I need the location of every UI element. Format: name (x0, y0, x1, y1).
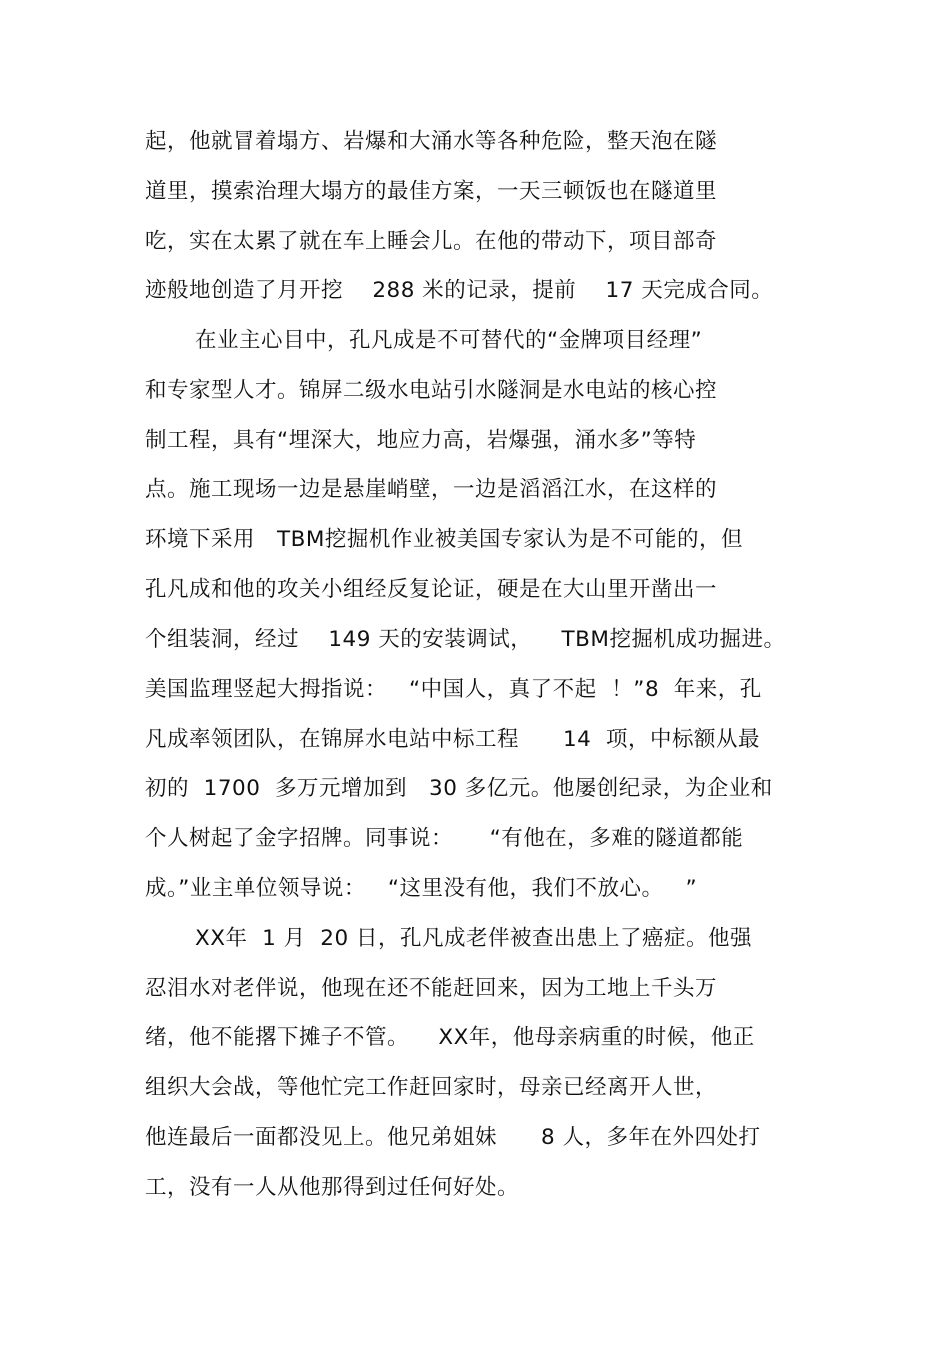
paragraph-first-line: XX年 1 月 20 日，孔凡成老伴被查出患上了癌症。他强 (195, 926, 753, 951)
text-line: 个人树起了金字招牌。同事说： “有他在，多难的隧道都能 (145, 826, 744, 851)
text-line: 和专家型人才。锦屏二级水电站引水隧洞是水电站的核心控 (145, 378, 718, 403)
text-line: 忍泪水对老伴说，他现在还不能赶回来，因为工地上千头万 (145, 976, 718, 1001)
text-line: 成。”业主单位领导说： “这里没有他，我们不放心。 ” (145, 876, 698, 901)
paragraph-first-line: 在业主心目中，孔凡成是不可替代的“金牌项目经理” (195, 328, 703, 353)
text-line: 美国监理竖起大拇指说： “中国人，真了不起 ！”8 年来，孔 (145, 677, 762, 702)
text-line: 绪，他不能撂下摊子不管。 XX年，他母亲病重的时候，他正 (145, 1025, 755, 1050)
text-line: 迹般地创造了月开挖 288 米的记录，提前 17 天完成合同。 (145, 278, 774, 303)
text-line: 他连最后一面都没见上。他兄弟姐妹 8 人，多年在外四处打 (145, 1125, 761, 1150)
text-line: 起，他就冒着塌方、岩爆和大涌水等各种危险，整天泡在隧 (145, 129, 718, 154)
text-line: 环境下采用 TBM挖掘机作业被美国专家认为是不可能的，但 (145, 527, 743, 552)
text-line: 初的 1700 多万元增加到 30 多亿元。他屡创纪录，为企业和 (145, 776, 773, 801)
text-line: 道里，摸索治理大塌方的最佳方案，一天三顿饭也在隧道里 (145, 179, 718, 204)
text-line: 孔凡成和他的攻关小组经反复论证，硬是在大山里开凿出一 (145, 577, 718, 602)
text-line: 点。施工现场一边是悬崖峭壁，一边是滔滔江水，在这样的 (145, 477, 718, 502)
text-line: 组织大会战，等他忙完工作赶回家时，母亲已经离开人世， (145, 1075, 718, 1100)
text-line: 工，没有一人从他那得到过任何好处。 (145, 1175, 520, 1200)
text-line: 凡成率领团队，在锦屏水电站中标工程 14 项，中标额从最 (145, 727, 761, 752)
text-line: 制工程，具有“埋深大，地应力高，岩爆强，涌水多”等特 (145, 428, 697, 453)
text-line: 个组装洞，经过 149 天的安装调试， TBM挖掘机成功掘进。 (145, 627, 786, 652)
text-line: 吃，实在太累了就在车上睡会儿。在他的带动下，项目部奇 (145, 229, 718, 254)
